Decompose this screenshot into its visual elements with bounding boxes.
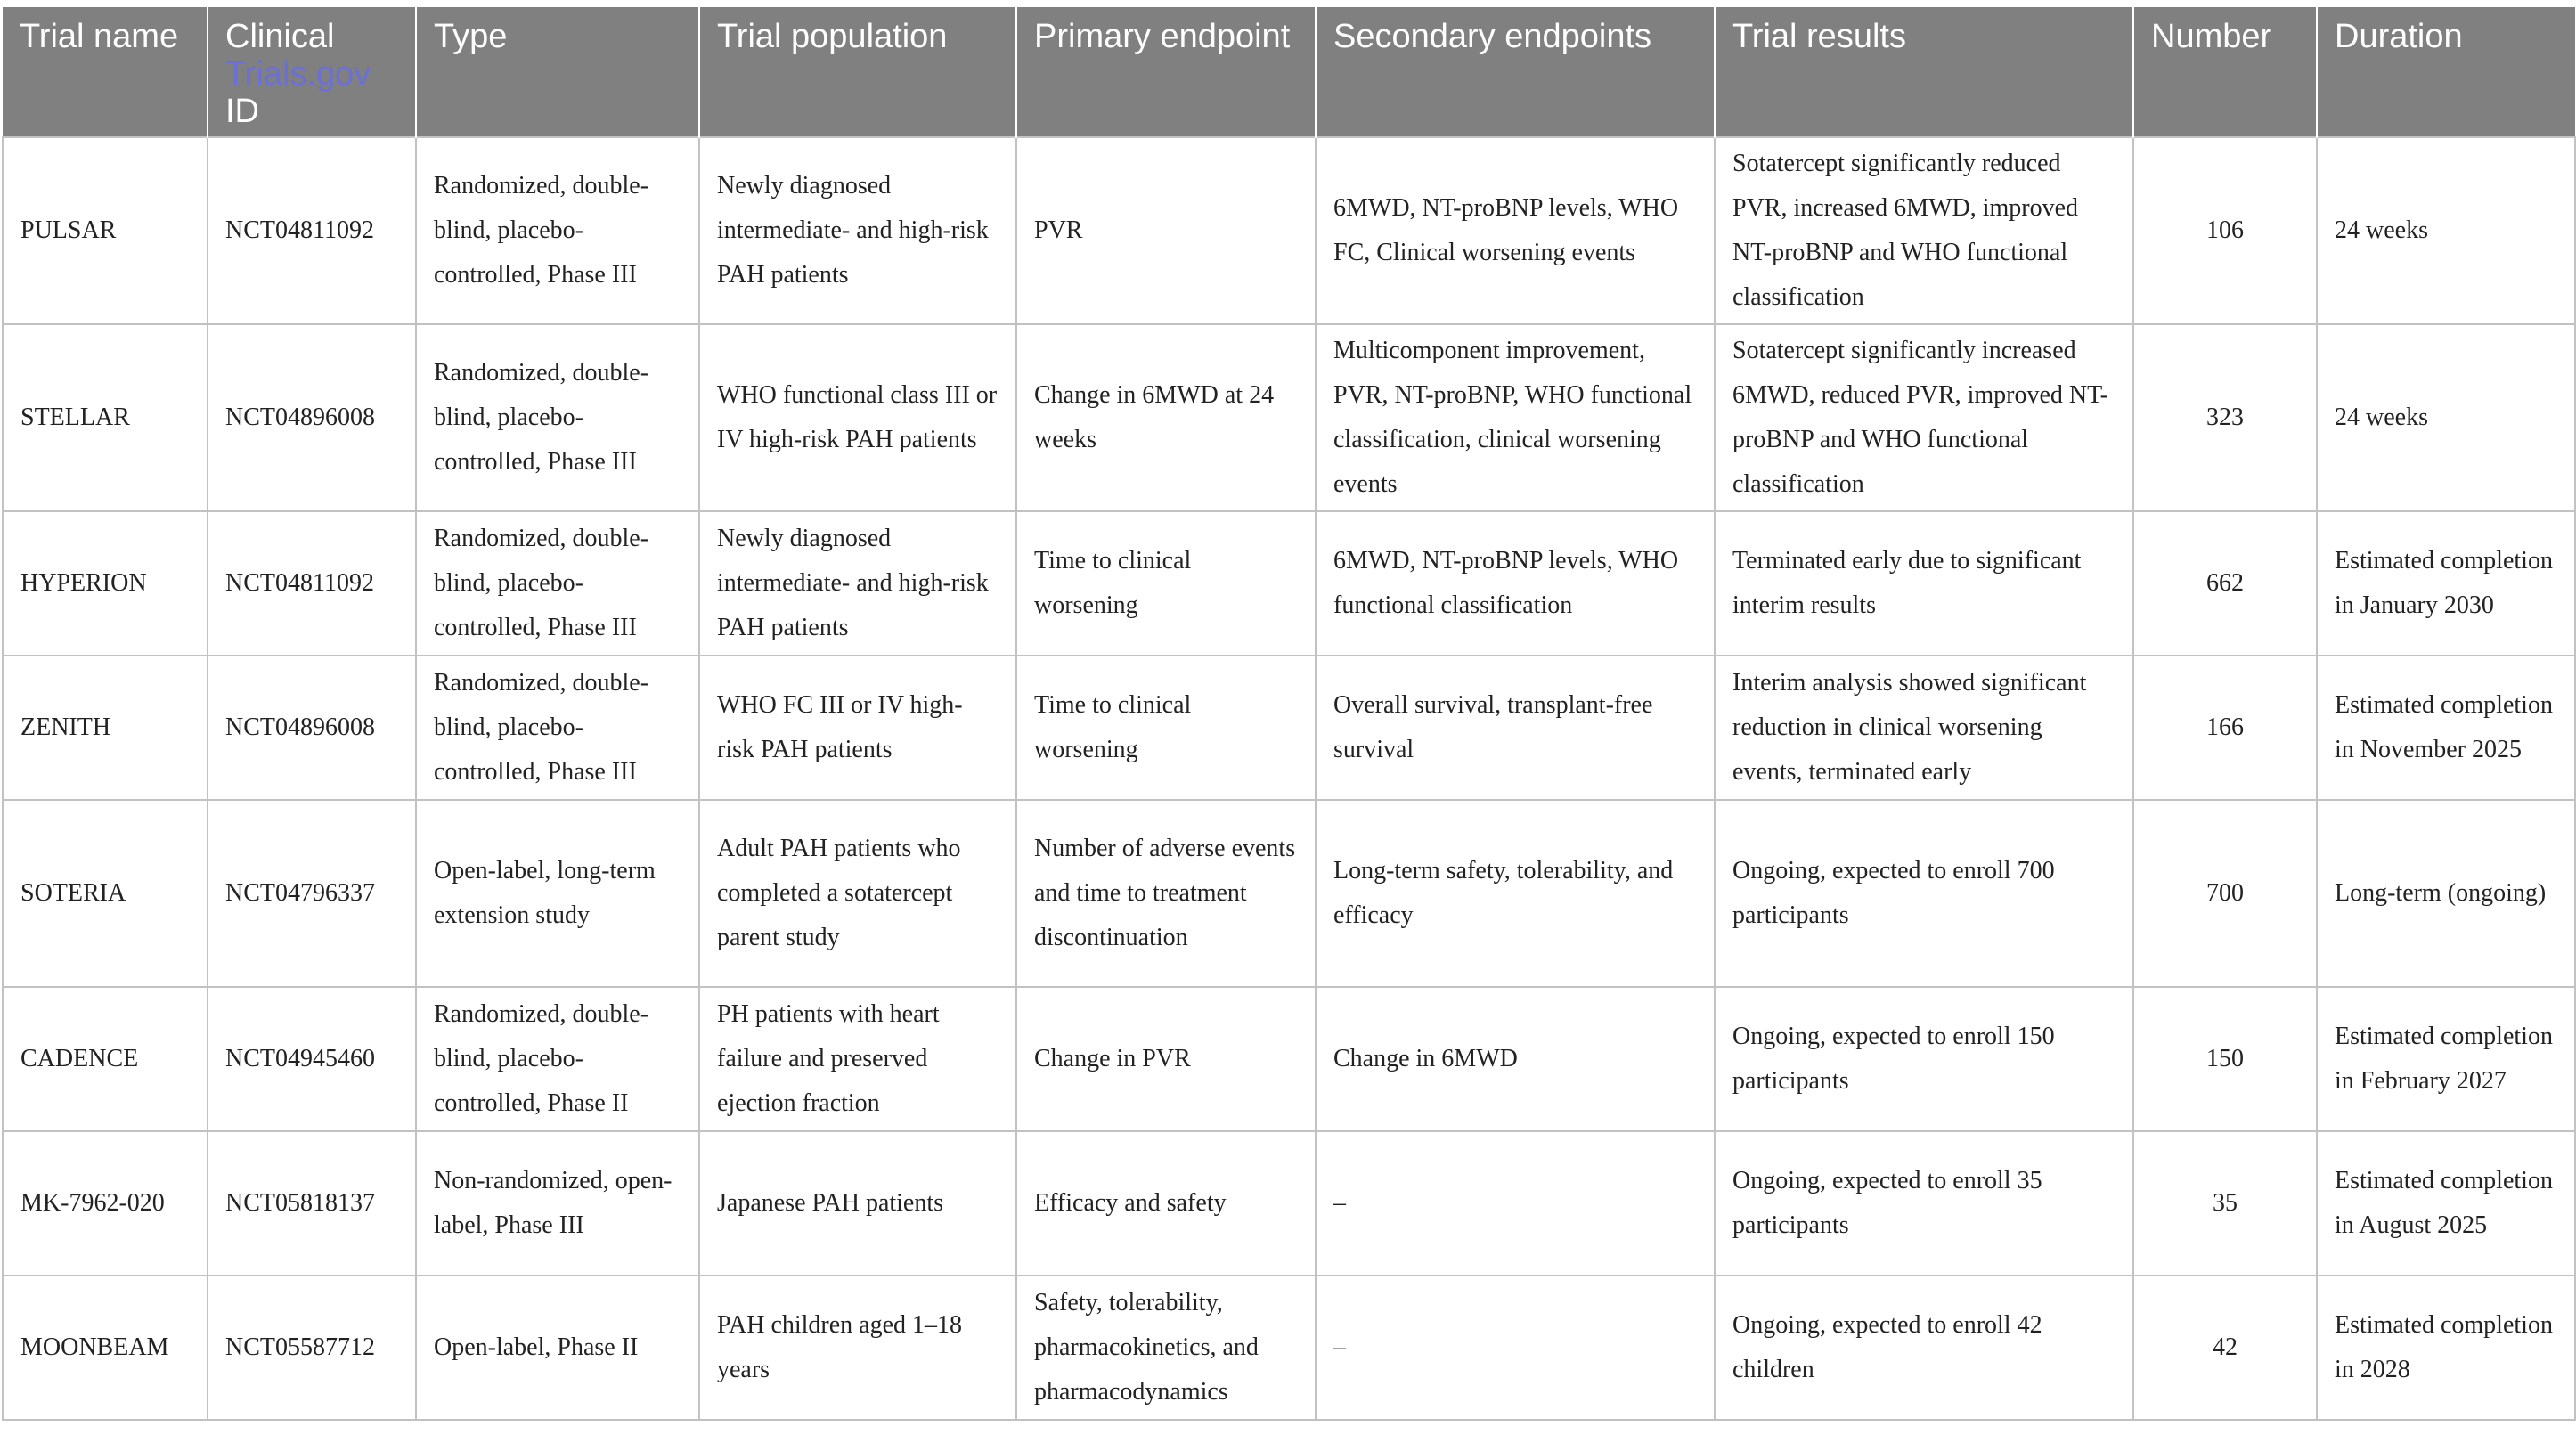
cell-primary-endpoint: Change in PVR: [1016, 987, 1316, 1131]
header-id-line1: Clinical: [225, 18, 335, 55]
cell-number: 323: [2133, 324, 2317, 511]
cell-trial-id: NCT04896008: [208, 656, 416, 800]
cell-type: Open-label, Phase II: [416, 1276, 699, 1420]
header-duration: Duration: [2317, 7, 2575, 137]
cell-number: 150: [2133, 987, 2317, 1131]
table-row: [3, 656, 2575, 800]
cell-trial-id: NCT05818137: [208, 1131, 416, 1276]
cell-primary-endpoint: Time to clinical worsening: [1016, 656, 1316, 800]
header-number: Number: [2133, 7, 2317, 137]
cell-type: Randomized, double-blind, placebo-controlled, Phase III: [416, 511, 699, 656]
table-row: [3, 1276, 2575, 1420]
cell-secondary-endpoints: Multicomponent improvement, PVR, NT-proBNP, WHO functional classification, clinical worsening events: [1316, 324, 1715, 511]
cell-trial-name: MK-7962-020: [3, 1131, 208, 1276]
cell-trial-name: CADENCE: [3, 987, 208, 1131]
cell-duration: 24 weeks: [2317, 324, 2575, 511]
cell-primary-endpoint: Time to clinical worsening: [1016, 511, 1316, 656]
header-primary-endpoint: Primary endpoint: [1016, 7, 1316, 137]
table-row: [3, 1131, 2575, 1276]
cell-type: Randomized, double-blind, placebo-controlled, Phase III: [416, 324, 699, 511]
cell-number: 700: [2133, 800, 2317, 987]
cell-type: Randomized, double-blind, placebo-controlled, Phase III: [416, 656, 699, 800]
clinical-trials-table: [2, 7, 2576, 1421]
cell-primary-endpoint: PVR: [1016, 137, 1316, 324]
cell-results: Ongoing, expected to enroll 150 participants: [1715, 987, 2133, 1131]
cell-results: Sotatercept significantly reduced PVR, increased 6MWD, improved NT-proBNP and WHO functional classification: [1715, 137, 2133, 324]
cell-number: 106: [2133, 137, 2317, 324]
cell-secondary-endpoints: 6MWD, NT-proBNP levels, WHO functional classification: [1316, 511, 1715, 656]
cell-duration: Estimated completion in January 2030: [2317, 511, 2575, 656]
cell-secondary-endpoints: Overall survival, transplant-free survival: [1316, 656, 1715, 800]
cell-primary-endpoint: Change in 6MWD at 24 weeks: [1016, 324, 1316, 511]
header-secondary-endpoints: Secondary endpoints: [1316, 7, 1715, 137]
cell-secondary-endpoints: Change in 6MWD: [1316, 987, 1715, 1131]
cell-trial-name: STELLAR: [3, 324, 208, 511]
cell-duration: 24 weeks: [2317, 137, 2575, 324]
cell-trial-id: NCT04811092: [208, 137, 416, 324]
header-id-line3: ID: [225, 93, 259, 130]
cell-secondary-endpoints: –: [1316, 1276, 1715, 1420]
cell-trial-id: NCT04811092: [208, 511, 416, 656]
cell-trial-id: NCT04945460: [208, 987, 416, 1131]
cell-results: Sotatercept significantly increased 6MWD, reduced PVR, improved NT-proBNP and WHO functional classification: [1715, 324, 2133, 511]
header-trial-population: Trial population: [699, 7, 1016, 137]
cell-trial-name: PULSAR: [3, 137, 208, 324]
cell-trial-name: ZENITH: [3, 656, 208, 800]
cell-number: 166: [2133, 656, 2317, 800]
table-row: [3, 324, 2575, 511]
table-header-row: [3, 7, 2575, 137]
cell-secondary-endpoints: Long-term safety, tolerability, and efficacy: [1316, 800, 1715, 987]
cell-results: Ongoing, expected to enroll 35 participants: [1715, 1131, 2133, 1276]
cell-population: PAH children aged 1–18 years: [699, 1276, 1016, 1420]
table-row: [3, 511, 2575, 656]
clinicaltrials-gov-link[interactable]: Trials.gov: [225, 55, 371, 93]
header-clinicaltrials-id: [208, 7, 416, 137]
header-type: Type: [416, 7, 699, 137]
cell-number: 42: [2133, 1276, 2317, 1420]
cell-number: 35: [2133, 1131, 2317, 1276]
header-trial-name: Trial name: [3, 7, 208, 137]
cell-number: 662: [2133, 511, 2317, 656]
cell-population: Adult PAH patients who completed a sotatercept parent study: [699, 800, 1016, 987]
cell-secondary-endpoints: –: [1316, 1131, 1715, 1276]
cell-trial-id: NCT04796337: [208, 800, 416, 987]
cell-duration: Estimated completion in 2028: [2317, 1276, 2575, 1420]
cell-duration: Estimated completion in August 2025: [2317, 1131, 2575, 1276]
cell-primary-endpoint: Number of adverse events and time to treatment discontinuation: [1016, 800, 1316, 987]
cell-trial-name: SOTERIA: [3, 800, 208, 987]
cell-secondary-endpoints: 6MWD, NT-proBNP levels, WHO FC, Clinical worsening events: [1316, 137, 1715, 324]
cell-duration: Estimated completion in November 2025: [2317, 656, 2575, 800]
cell-population: WHO functional class III or IV high-risk PAH patients: [699, 324, 1016, 511]
header-trial-results: Trial results: [1715, 7, 2133, 137]
cell-results: Terminated early due to significant interim results: [1715, 511, 2133, 656]
cell-trial-name: MOONBEAM: [3, 1276, 208, 1420]
cell-type: Non-randomized, open-label, Phase III: [416, 1131, 699, 1276]
cell-duration: Long-term (ongoing): [2317, 800, 2575, 987]
cell-results: Interim analysis showed significant reduction in clinical worsening events, terminated early: [1715, 656, 2133, 800]
cell-duration: Estimated completion in February 2027: [2317, 987, 2575, 1131]
table-row: [3, 987, 2575, 1131]
cell-type: Open-label, long-term extension study: [416, 800, 699, 987]
cell-population: Newly diagnosed intermediate- and high-risk PAH patients: [699, 511, 1016, 656]
table-row: [3, 137, 2575, 324]
cell-population: Newly diagnosed intermediate- and high-risk PAH patients: [699, 137, 1016, 324]
cell-primary-endpoint: Efficacy and safety: [1016, 1131, 1316, 1276]
cell-type: Randomized, double-blind, placebo-controlled, Phase II: [416, 987, 699, 1131]
cell-population: PH patients with heart failure and preserved ejection fraction: [699, 987, 1016, 1131]
cell-trial-id: NCT04896008: [208, 324, 416, 511]
cell-primary-endpoint: Safety, tolerability, pharmacokinetics, and pharmacodynamics: [1016, 1276, 1316, 1420]
cell-results: Ongoing, expected to enroll 42 children: [1715, 1276, 2133, 1420]
cell-trial-id: NCT05587712: [208, 1276, 416, 1420]
table-row: [3, 800, 2575, 987]
cell-population: Japanese PAH patients: [699, 1131, 1016, 1276]
cell-results: Ongoing, expected to enroll 700 participants: [1715, 800, 2133, 987]
cell-population: WHO FC III or IV high-risk PAH patients: [699, 656, 1016, 800]
cell-trial-name: HYPERION: [3, 511, 208, 656]
cell-type: Randomized, double-blind, placebo-controlled, Phase III: [416, 137, 699, 324]
